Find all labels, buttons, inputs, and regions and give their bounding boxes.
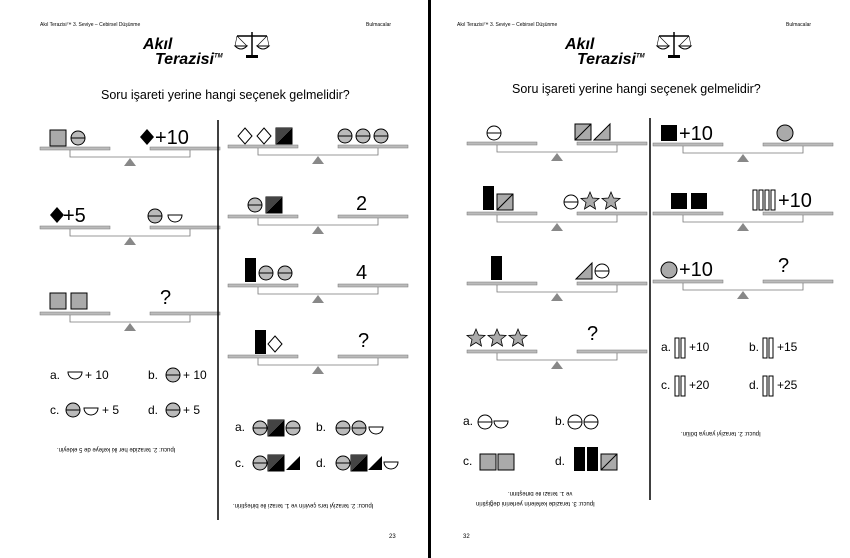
p1-option-c-text: + 5 (102, 403, 120, 417)
p4-row3-left-text: +10 (679, 259, 713, 281)
puzzle2-balance-1 (228, 128, 408, 164)
page-number: 23 (389, 534, 396, 540)
p2-option-a-letter[interactable]: a. (235, 420, 246, 434)
puzzle1-balance-1 (40, 129, 220, 166)
p1-option-d-text: + 5 (183, 403, 201, 417)
p4-option-b-letter[interactable]: b. (749, 340, 760, 354)
p1-option-c-letter[interactable]: c. (50, 403, 60, 417)
puzzle2-balance-3 (228, 258, 408, 303)
logo-word-1: Akıl (143, 36, 173, 53)
puzzle3-balance-2 (467, 186, 647, 231)
p4-option-a-text: +10 (689, 340, 710, 354)
logo-word-1: Akıl (565, 36, 595, 53)
p1-option-d-letter[interactable]: d. (148, 403, 159, 417)
p1-row2-left-text: +5 (63, 205, 86, 227)
p4-option-a-letter[interactable]: a. (661, 340, 672, 354)
puzzle1-options-glyphs (66, 368, 180, 417)
p4-option-c-text: +20 (689, 378, 710, 392)
p2-row2-right-text: 2 (356, 193, 368, 215)
page-header-title: Akıl Terazisi™ 3. Seviye – Cebirsel Düşünme (457, 22, 558, 28)
page-header-section: Bulmacalar (366, 22, 392, 28)
question-text: Soru işareti yerine hangi seçenek gelmelidir? (512, 82, 761, 96)
p1-hint: İpucu: 2. terazide her iki kefeye de 5 ekleyin. (57, 446, 176, 452)
p3-option-b-letter[interactable]: b. (555, 414, 566, 428)
puzzle-drawings (431, 0, 850, 558)
p2-hint: İpucu: 2. teraziyi ters çevirin ve 1. terazi ile birleştirin. (233, 502, 374, 508)
right-page (431, 0, 850, 558)
p1-option-a-letter[interactable]: a. (50, 368, 61, 382)
p2-option-b-letter[interactable]: b. (316, 420, 327, 434)
p4-hint: İpucu: 2. teraziyi yarıya bölün. (681, 430, 761, 436)
p3-option-a-letter[interactable]: a. (463, 414, 474, 428)
p1-option-b-letter[interactable]: b. (148, 368, 159, 382)
p3-hint-line1: İpucu: 3. terazide kefelerin yerlerini değiştirin (476, 500, 595, 506)
question-text: Soru işareti yerine hangi seçenek gelmelidir? (101, 88, 350, 102)
p1-option-a-text: + 10 (85, 368, 109, 382)
p4-option-b-text: +15 (777, 340, 798, 354)
p4-option-d-text: +25 (777, 378, 798, 392)
puzzle3-balance-4 (467, 329, 647, 369)
p2-row4-question: ? (358, 330, 370, 352)
p1-row3-question: ? (160, 287, 172, 309)
logo-word-2: Terazisi™ (155, 51, 223, 68)
p4-option-d-letter[interactable]: d. (749, 378, 760, 392)
puzzle2-balance-4 (228, 330, 408, 374)
p3-option-d-letter[interactable]: d. (555, 454, 566, 468)
page-number: 32 (463, 534, 470, 540)
p3-option-c-letter[interactable]: c. (463, 454, 473, 468)
puzzle3-balance-3 (467, 256, 647, 301)
page-header-section: Bulmacalar (786, 22, 812, 28)
puzzle2-balance-2 (228, 197, 408, 234)
p4-row2-right-text: +10 (778, 190, 812, 212)
puzzle1-balance-3 (40, 293, 220, 331)
p3-row4-question: ? (587, 323, 599, 345)
p4-option-c-letter[interactable]: c. (661, 378, 671, 392)
puzzle3-balance-1 (467, 124, 647, 161)
p1-row1-right-text: +10 (155, 127, 189, 149)
p2-row3-right-text: 4 (356, 262, 368, 284)
p4-row3-question: ? (778, 255, 790, 277)
p2-option-d-letter[interactable]: d. (316, 456, 327, 470)
p1-option-b-text: + 10 (183, 368, 207, 382)
p2-option-c-letter[interactable]: c. (235, 456, 245, 470)
p4-row1-left-text: +10 (679, 123, 713, 145)
p3-hint-line2: ve 1. terazi ile birleştirin. (508, 490, 573, 496)
page-header-title: Akıl Terazisi™ 3. Seviye – Cebirsel Düşünme (40, 22, 141, 28)
logo-word-2: Terazisi™ (577, 51, 645, 68)
puzzle3-options-glyphs (478, 415, 617, 471)
